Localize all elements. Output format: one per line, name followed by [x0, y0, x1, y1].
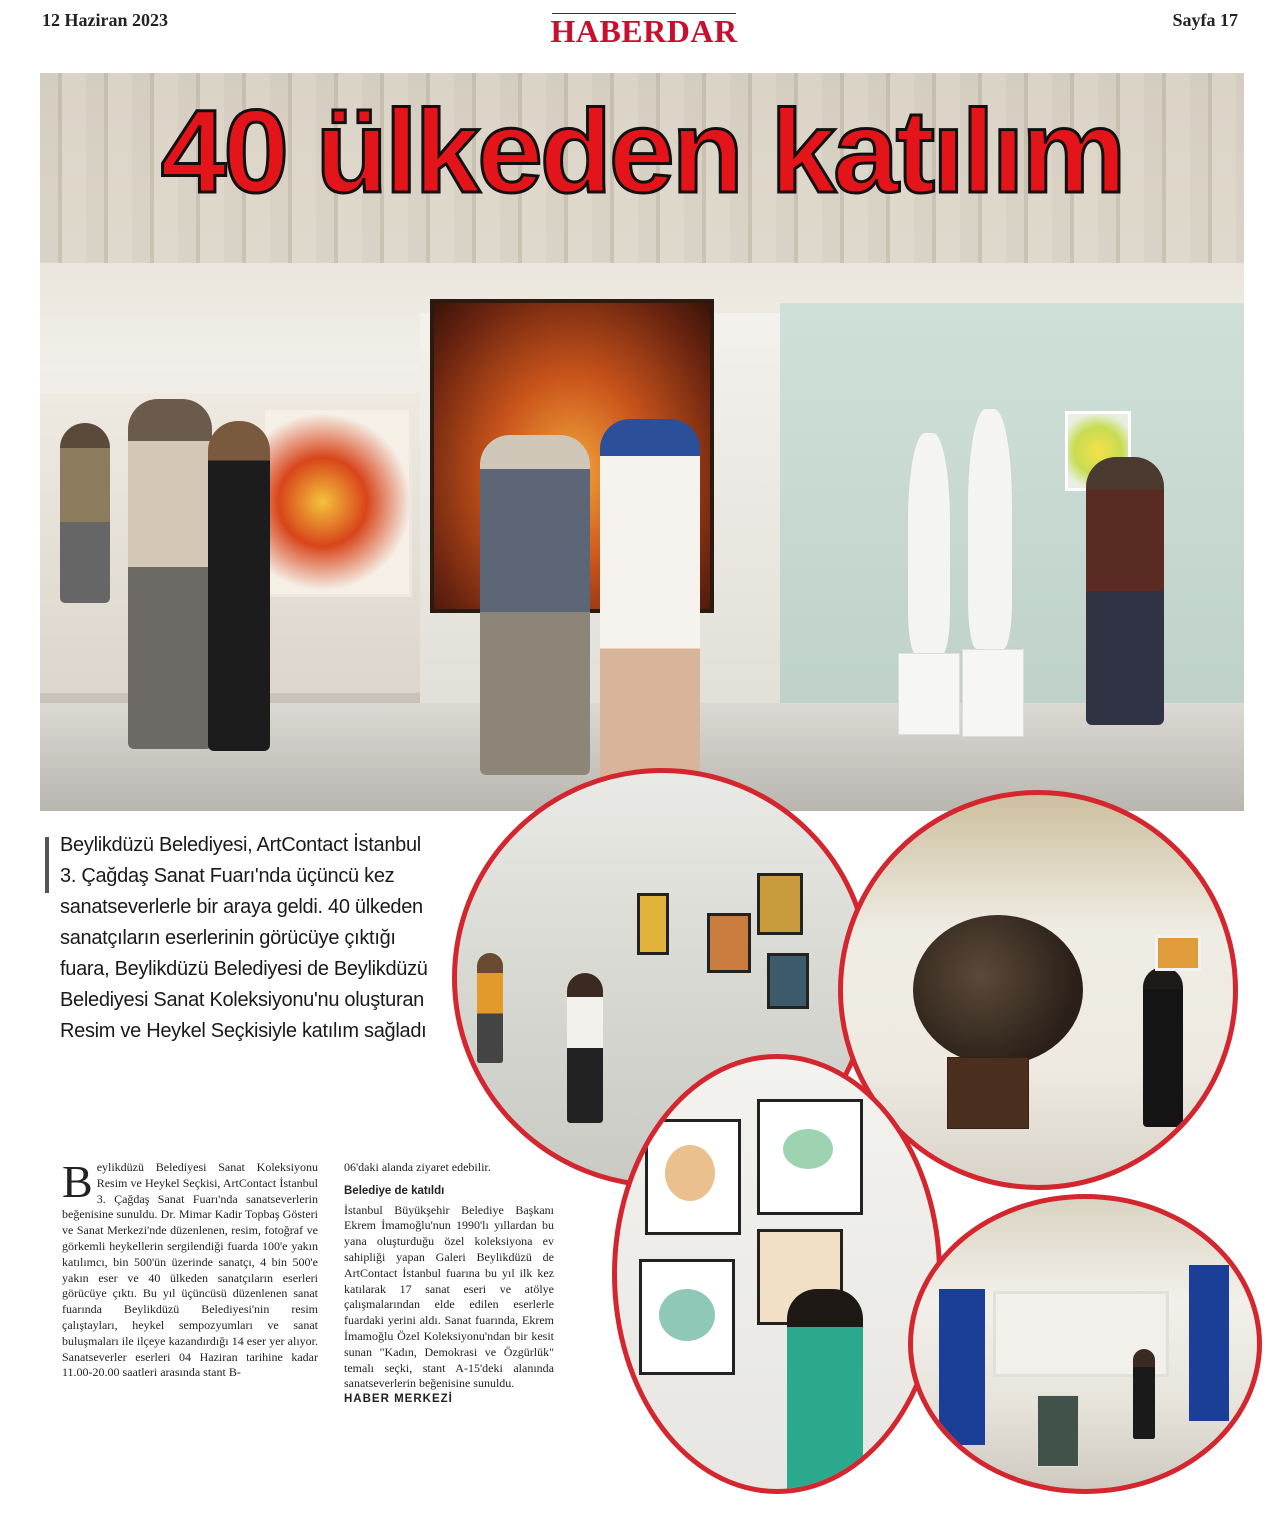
- photo-visitor-6: [60, 423, 110, 603]
- photo-visitor-5: [1086, 457, 1164, 725]
- photo-circle-exhibition-hall: [908, 1194, 1262, 1494]
- body-column-1: [62, 1156, 318, 1381]
- lede-bar: [45, 837, 49, 893]
- subheading: Belediye de katıldı: [344, 1184, 445, 1197]
- circle4-panel-left: [939, 1289, 985, 1445]
- circle3-print-2: [783, 1129, 833, 1169]
- photo-visitor-1: [128, 399, 212, 749]
- circle4-pedestal: [1037, 1395, 1079, 1467]
- circle2-frame: [1155, 935, 1201, 971]
- photo-visitor-4: [600, 419, 700, 789]
- body-column-2: [344, 1160, 554, 1408]
- circle3-visitor: [787, 1289, 863, 1494]
- circle1-visitor: [567, 973, 603, 1123]
- circle4-panel-right: [1189, 1265, 1229, 1421]
- photo-circle-gallery-wall: [612, 1054, 942, 1494]
- circle1-frame-1: [757, 873, 803, 935]
- page-header: [0, 0, 1280, 52]
- circle3-print-3: [659, 1289, 715, 1341]
- dropcap: B: [62, 1156, 93, 1207]
- photo-pedestal-1: [898, 653, 960, 735]
- byline: HABER MERKEZİ: [344, 1393, 453, 1406]
- photo-visitor-2: [208, 421, 270, 751]
- page-number: Sayfa 17: [1172, 10, 1238, 30]
- circle1-visitor-2: [477, 953, 503, 1063]
- circle2-visitor: [1143, 967, 1183, 1127]
- circle2-sculpture: [913, 915, 1083, 1065]
- lede-text: Beylikdüzü Belediyesi, ArtContact İstanbul 3. Çağdaş Sanat Fuarı'nda üçüncü kez sanatseverlerle bir araya geldi. 40 ülkeden sanatçıların eserlerinin görücüye çıktığı fuara, Beylikdüzü Belediyesi de Beylikdüzü Belediyesi Sanat Koleksiyonu'nu oluşturan Resim ve Heykel Seçkisiyle katılım sağladı: [60, 834, 428, 1042]
- circle1-frame-2: [707, 913, 751, 973]
- circle1-frame-3: [767, 953, 809, 1009]
- body-text-2: İstanbul Büyükşehir Belediye Başkanı Ekrem İmamoğlu'nun 1990'lı yıllardan bu yana oluşturduğu özel koleksiyona ev sahipliği yapan Galeri Beylikdüzü de ArtContact İstanbul fuarına bu yıl ilk kez katılarak 17 sanat eseri ve atölye çalışmalarından elde edilen eserlerle fuardaki yerini aldı. Sanat fuarında, Ekrem İmamoğlu Özel Koleksiyonu'ndan bir kesit sunan "Kadın, Demokrasi ve Özgürlük" temalı seçki, stant A-15'deki alanında sanatseverlerin beğenisine sunuldu.: [344, 1202, 554, 1391]
- photo-painting-left: [262, 407, 412, 597]
- issue-date: 12 Haziran 2023: [42, 10, 168, 30]
- body-text-2-start: 06'daki alanda ziyaret edebilir.: [344, 1160, 491, 1174]
- headline: 40 ülkeden katılım: [160, 86, 1124, 218]
- photo-pedestal-2: [962, 649, 1024, 737]
- main-photo: [40, 73, 1244, 811]
- photo-sculpture-2: [968, 409, 1012, 649]
- body-text-1: eylikdüzü Belediyesi Sanat Koleksiyonu Resim ve Heykel Seçkisi, ArtContact İstanbul 3. Çağdaş Sanat Fuarı'nda sanatseverlerin beğenisine sunuldu. Dr. Mimar Kadir Topbaş Gösteri ve Sanat Merkezi'nde düzenlenen, resim, fotoğraf ve görkemli heykellerin sergilendiği fuarda 100'e yakın katılımcı, bin 500'ün üzerinde sanatçı, 4 bin 500'e yakın eser ve 40 ülkeden sanatçıların eserleri görücüye çıktı. Bu yıl üçüncüsü düzenlenen sanat fuarında Beylikdüzü Belediyesi'nin resim çalıştayları, heykel sempozyumları ve sanat buluşmaları ile ilçeye kazandırdığı 14 eser yer alıyor. Sanatseverler eserleri 04 Haziran tarihine kadar 11.00-20.00 saatleri arasında stant B-: [62, 1160, 318, 1380]
- circle2-trunk: [947, 1057, 1029, 1129]
- photo-visitor-3: [480, 435, 590, 775]
- newspaper-logo: [546, 6, 742, 50]
- circle4-visitor: [1133, 1349, 1155, 1439]
- logo-name: HABERDAR: [550, 13, 738, 49]
- circle3-print-1: [665, 1145, 715, 1201]
- circle1-frame-4: [637, 893, 669, 955]
- photo-sculpture-1: [908, 433, 950, 655]
